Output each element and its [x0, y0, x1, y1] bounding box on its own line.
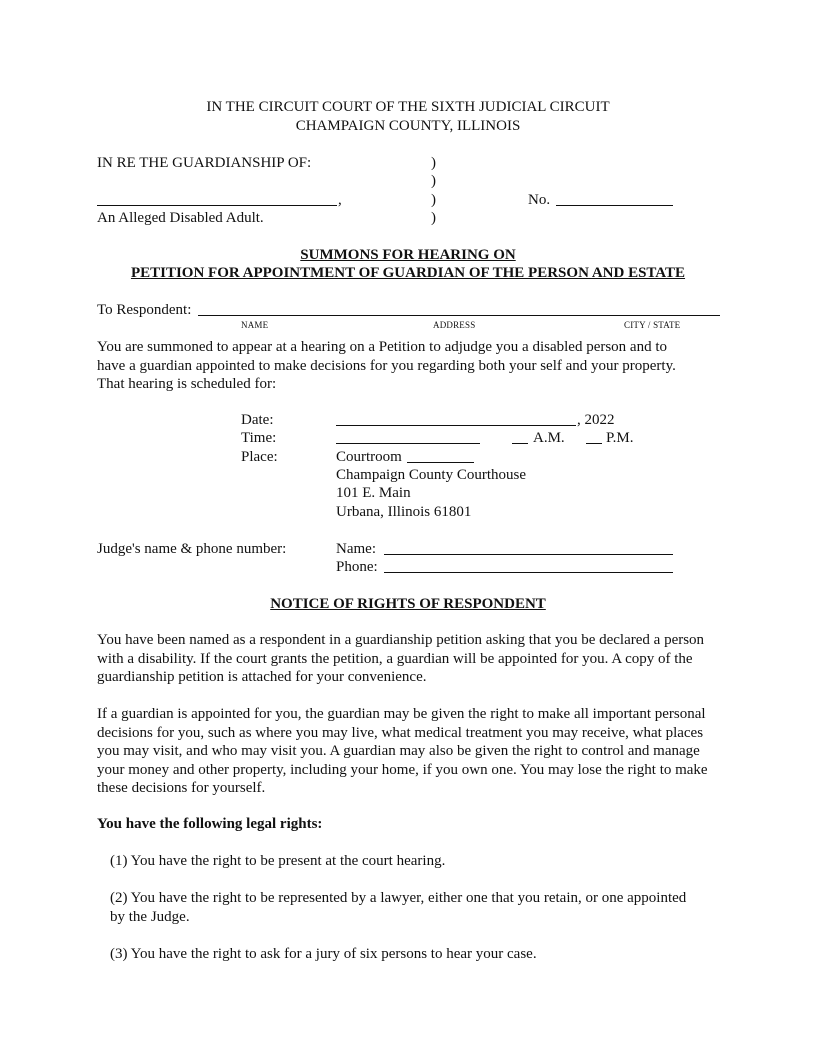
courtroom-blank[interactable] [407, 462, 474, 463]
document-subtitle: PETITION FOR APPOINTMENT OF GUARDIAN OF THE PERSON AND ESTATE [130, 265, 686, 281]
caption-paren: ) [431, 210, 436, 226]
judge-name-blank[interactable] [384, 554, 673, 555]
rights-heading: You have the following legal rights: [97, 816, 323, 832]
right-1: (1) You have the right to be present at the court hearing. [110, 853, 446, 869]
date-label: Date: [241, 412, 274, 428]
summons-paragraph: You are summoned to appear at a hearing on a Petition to adjudge you a disabled person and to have a guardian appointed to make decisions for you regarding both your self and your property. That hearing is scheduled for: [97, 339, 676, 392]
am-label: A.M. [533, 430, 565, 446]
notice-paragraph-2: If a guardian is appointed for you, the guardian may be given the right to make all important personal decisions for you, such as where you may live, what medical treatment you may receive, what places you may visit, and who may visit you. A guardian may also be given the right to control and manage your money and other property, including your home, if you own one. You may lose the right to make these decisions for yourself. [97, 706, 708, 796]
right-2: (2) You have the right to be represented by a lawyer, either one that you retain, or one appointed by the Judge. [110, 890, 687, 925]
courtroom-label: Courtroom [336, 449, 402, 465]
judge-phone-label: Phone: [336, 559, 378, 575]
notice-heading: NOTICE OF RIGHTS OF RESPONDENT [270, 596, 546, 612]
ward-name-comma: , [338, 192, 342, 208]
caption-paren: ) [431, 192, 436, 208]
courthouse-name: Champaign County Courthouse [336, 467, 526, 483]
judge-label: Judge's name & phone number: [97, 541, 287, 557]
caption-paren: ) [431, 173, 436, 189]
respondent-name-caption: NAME [241, 320, 269, 330]
ward-name-blank[interactable] [97, 205, 337, 206]
case-number-blank[interactable] [556, 205, 673, 206]
am-checkbox-blank[interactable] [512, 443, 528, 444]
to-respondent-label: To Respondent: [97, 302, 192, 318]
pm-checkbox-blank[interactable] [586, 443, 602, 444]
courthouse-street: 101 E. Main [336, 485, 411, 501]
right-3: (3) You have the right to ask for a jury of six persons to hear your case. [110, 946, 537, 962]
time-blank[interactable] [336, 443, 480, 444]
judge-name-label: Name: [336, 541, 376, 557]
date-year: , 2022 [577, 412, 615, 428]
respondent-city-caption: CITY / STATE [624, 320, 681, 330]
caption-paren: ) [431, 155, 436, 171]
alleged-disabled-adult: An Alleged Disabled Adult. [97, 210, 264, 226]
document-title: SUMMONS FOR HEARING ON [300, 247, 516, 263]
court-name: IN THE CIRCUIT COURT OF THE SIXTH JUDICIAL CIRCUIT [206, 99, 610, 115]
date-blank[interactable] [336, 425, 576, 426]
case-number-label: No. [528, 192, 551, 208]
time-label: Time: [241, 430, 277, 446]
judge-phone-blank[interactable] [384, 572, 673, 573]
respondent-address-caption: ADDRESS [433, 320, 476, 330]
county-name: CHAMPAIGN COUNTY, ILLINOIS [295, 118, 521, 134]
place-label: Place: [241, 449, 278, 465]
pm-label: P.M. [606, 430, 634, 446]
in-re-label: IN RE THE GUARDIANSHIP OF: [97, 155, 312, 171]
notice-paragraph-1: You have been named as a respondent in a guardianship petition asking that you be declared a person with a disability. If the court grants the petition, a guardian will be appointed for you. A copy of the guardianship petition is attached for your convenience. [97, 632, 705, 685]
courthouse-city: Urbana, Illinois 61801 [336, 504, 472, 520]
